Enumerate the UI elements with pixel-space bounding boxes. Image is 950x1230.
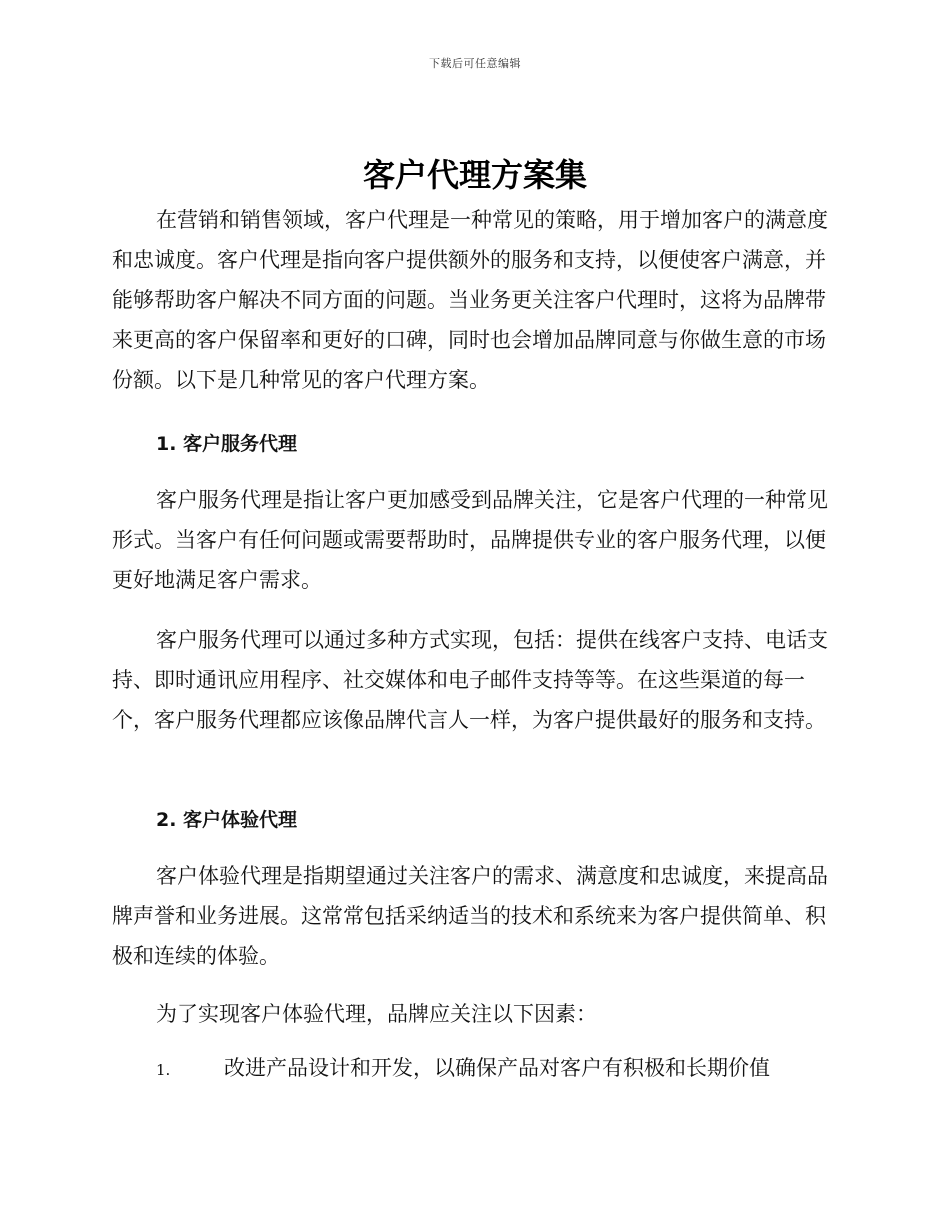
section-paragraph: 客户体验代理是指期望通过关注客户的需求、满意度和忠诚度，来提高品牌声誉和业务进展。这常常包括采纳适当的技术和系统来为客户提供简单、积极和连续的体验。 bbox=[112, 864, 828, 968]
section-heading-customer-experience: 2. 客户体验代理 bbox=[156, 809, 298, 831]
list-item-text: 改进产品设计和开发，以确保产品对客户有积极和长期价值 bbox=[224, 1056, 770, 1080]
section-paragraph: 客户服务代理是指让客户更加感受到品牌关注，它是客户代理的一种常见形式。当客户有任何问题或需要帮助时，品牌提供专业的客户服务代理，以便更好地满足客户需求。 bbox=[112, 488, 828, 592]
list-item-number: 1. bbox=[156, 1061, 171, 1079]
section-paragraph: 客户服务代理可以通过多种方式实现，包括：提供在线客户支持、电话支持、即时通讯应用程序、社交媒体和电子邮件支持等等。在这些渠道的每一个，客户服务代理都应该像品牌代言人一样，为客户提供最好的服务和支持。 bbox=[112, 628, 828, 732]
list-item bbox=[156, 1048, 836, 1090]
header-note: 下载后可任意编辑 bbox=[429, 57, 521, 70]
intro-paragraph: 在营销和销售领域，客户代理是一种常见的策略，用于增加客户的满意度和忠诚度。客户代理是指向客户提供额外的服务和支持，以便使客户满意，并能够帮助客户解决不同方面的问题。当业务更关注客户代理时，这将为品牌带来更高的客户保留率和更好的口碑，同时也会增加品牌同意与你做生意的市场份额。以下是几种常见的客户代理方案。 bbox=[112, 208, 828, 392]
section-paragraph: 为了实现客户体验代理，品牌应关注以下因素： bbox=[156, 1002, 597, 1026]
section-heading-customer-service: 1. 客户服务代理 bbox=[156, 433, 298, 455]
document-title: 客户代理方案集 bbox=[362, 156, 587, 194]
